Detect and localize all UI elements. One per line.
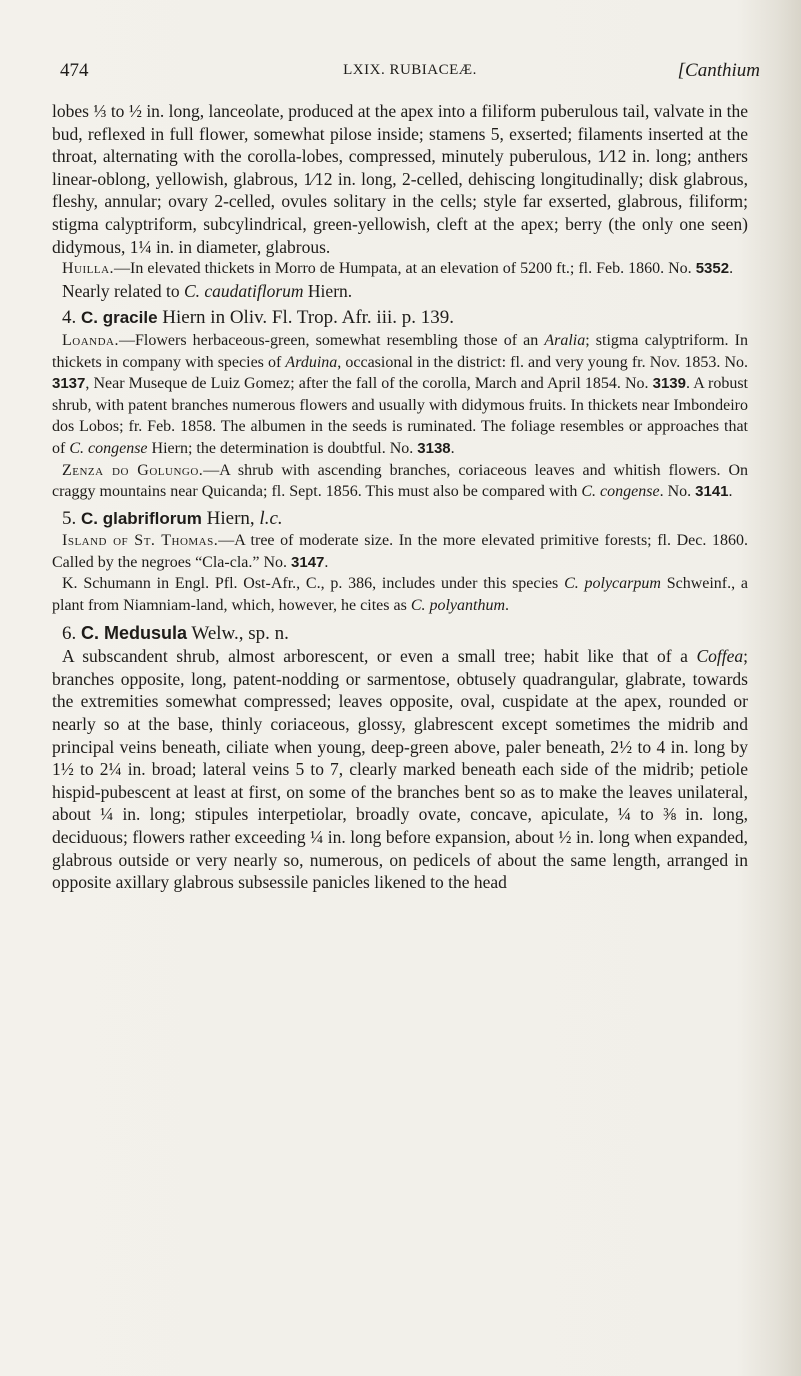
paragraph-island xyxy=(52,530,748,573)
paragraph-medusula-description xyxy=(52,645,748,894)
text-run: ; branches opposite, long, patent-nodding or sarmentose, obtusely quadrangular, glabrate, towards the extremities somewhat compressed; leaves opposite, oval, cuspidate at the apex, rounded or nearly so at the base, thinly coriaceous, glossy, glabrescent except sometimes the midrib and principal veins beneath, ciliate when young, deep-green above, paler beneath, 2½ to 4 in. long by 1½ to 2¼ in. broad; lateral veins 5 to 7, clearly marked beneath each side of the midrib; petiole hispid-pubescent at least at first, on some of the branches bent so as to make the leaves unilateral, about ¼ in. long; stipules interpetiolar, broadly ovate, concave, apiculate, ¼ to ⅜ in. long, deciduous; flowers rather exceeding ¼ in. long before expansion, about ½ in. long when expanded, glabrous outside or very nearly so, numerous, on pedicels of about the same length, arranged in opposite axillary glabrous subsessile panicles likened to the head xyxy=(52,646,748,893)
taxon-aralia: Aralia xyxy=(544,331,586,349)
text-run: ; stigma calyptriform. In thickets in company with species of xyxy=(52,331,749,371)
species-reference: l.c. xyxy=(259,507,283,529)
species-heading-5 xyxy=(52,508,748,531)
text-run: . A robust shrub, with patent branches numerous flowers and usually with didymous fruits. In thickets near Imbondeiro dos Lobos; fr. Feb. 1858. The albumen in the seeds is ruminated. The foliage resembles or approaches that of xyxy=(52,375,748,457)
text-run: A subscandent shrub, almost arborescent, or even a small tree; habit like that of a xyxy=(62,646,697,667)
text-run: , occasional in the district: fl. and very young fr. Nov. 1853. No. xyxy=(337,353,748,371)
taxon-arduina: Arduina xyxy=(285,353,338,371)
related-text: Nearly related to xyxy=(62,280,184,301)
specimen-number-3141: 3141 xyxy=(695,483,729,501)
running-genus: [Canthium xyxy=(677,60,760,81)
body-text xyxy=(52,100,748,894)
text-run: . xyxy=(324,553,329,571)
related-species: C. caudatiflorum xyxy=(183,280,304,301)
taxon-c-polycarpum: C. polycarpum xyxy=(564,575,661,593)
taxon-coffea: Coffea xyxy=(696,646,744,667)
specimen-number-3137: 3137 xyxy=(52,375,86,393)
species-author: Hiern, xyxy=(201,507,260,529)
paragraph-loanda xyxy=(52,330,748,460)
text-run: . No. xyxy=(659,483,696,501)
taxon-c-polyanthum: C. polyanthum xyxy=(410,597,506,615)
species-name: C. gracile xyxy=(81,308,158,328)
huilla-end: . xyxy=(729,260,734,278)
text-run: Schweinf., a plant from Niamniam-land, which, however, he cites as xyxy=(52,575,749,615)
species-heading-4 xyxy=(52,307,748,330)
specimen-number-3147: 3147 xyxy=(291,553,325,571)
text-run: —A shrub with ascending branches, coriaceous leaves and whitish flowers. On craggy mountains near Quicanda; fl. Sept. 1856. This must also be compared with xyxy=(52,461,748,501)
species-name: C. Medusula xyxy=(81,622,188,643)
text-run: . xyxy=(450,439,455,457)
running-title: LXIX. RUBIACEÆ. xyxy=(343,62,477,78)
paragraph-related xyxy=(52,280,748,303)
text-run: , Near Museque de Luiz Gomez; after the fall of the corolla, March and April 1854. No. xyxy=(85,375,653,393)
locality-huilla: Huilla. xyxy=(62,260,115,278)
taxon-c-congense: C. congense xyxy=(581,483,660,501)
text-run: K. Schumann in Engl. Pfl. Ost-Afr., C., p. 386, includes under this species xyxy=(62,575,565,593)
specimen-number-5352: 5352 xyxy=(695,260,730,278)
text-run: —A tree of moderate size. In the more elevated primitive forests; fl. Dec. 1860. Called by the negroes “Cla-cla.” No. xyxy=(52,532,748,571)
locality-zenza: Zenza do Golungo. xyxy=(62,461,204,479)
species-citation: Hiern in Oliv. Fl. Trop. Afr. iii. p. 139. xyxy=(157,307,455,329)
species-author: Welw., sp. n. xyxy=(187,622,289,644)
page-number: 474 xyxy=(60,60,89,81)
species-number: 5. xyxy=(62,507,81,529)
text-run: . xyxy=(505,597,510,615)
text-run: —Flowers herbaceous-green, somewhat resembling those of an xyxy=(119,331,545,349)
specimen-number-3139: 3139 xyxy=(652,375,686,393)
locality-loanda: Loanda. xyxy=(62,331,119,349)
species-name: C. glabriflorum xyxy=(81,508,202,528)
text-run: Hiern; the determination is doubtful. No. xyxy=(147,439,418,457)
taxon-c-congense: C. congense xyxy=(69,439,148,457)
related-author: Hiern. xyxy=(303,280,353,301)
paragraph-huilla xyxy=(52,258,748,280)
specimen-number-3138: 3138 xyxy=(417,439,451,457)
locality-st-thomas: Island of St. Thomas. xyxy=(62,532,219,550)
paragraph-zenza xyxy=(52,460,748,503)
species-number: 4. xyxy=(62,307,81,329)
paragraph-description-continued: lobes ⅓ to ½ in. long, lanceolate, produced at the apex into a filiform puberulous tail, valvate in the bud, reflexed in full flower, somewhat pilose inside; stamens 5, exserted; filaments inserted at the throat, alternating with the corolla-lobes, compressed, minutely puberulous, 1⁄12 in. long; anthers linear-oblong, yellowish, glabrous, 1⁄12 in. long, 2-celled, dehiscing longitudinally; disk glabrous, fleshy, annular; ovary 2-celled, ovules solitary in the cells; style far exserted, glabrous, filiform; stigma calyptriform, subcylindrical, green-yellowish, cleft at the apex; berry (the only one seen) didymous, 1¼ in. in diameter, glabrous. xyxy=(52,101,748,257)
paragraph-schumann xyxy=(52,573,748,616)
text-run: . xyxy=(728,483,733,501)
species-number: 6. xyxy=(62,622,81,644)
huilla-text: —In elevated thickets in Morro de Humpata, at an elevation of 5200 ft.; fl. Feb. 1860. No. xyxy=(114,260,696,278)
page-header xyxy=(60,60,760,90)
species-heading-6 xyxy=(52,622,748,646)
